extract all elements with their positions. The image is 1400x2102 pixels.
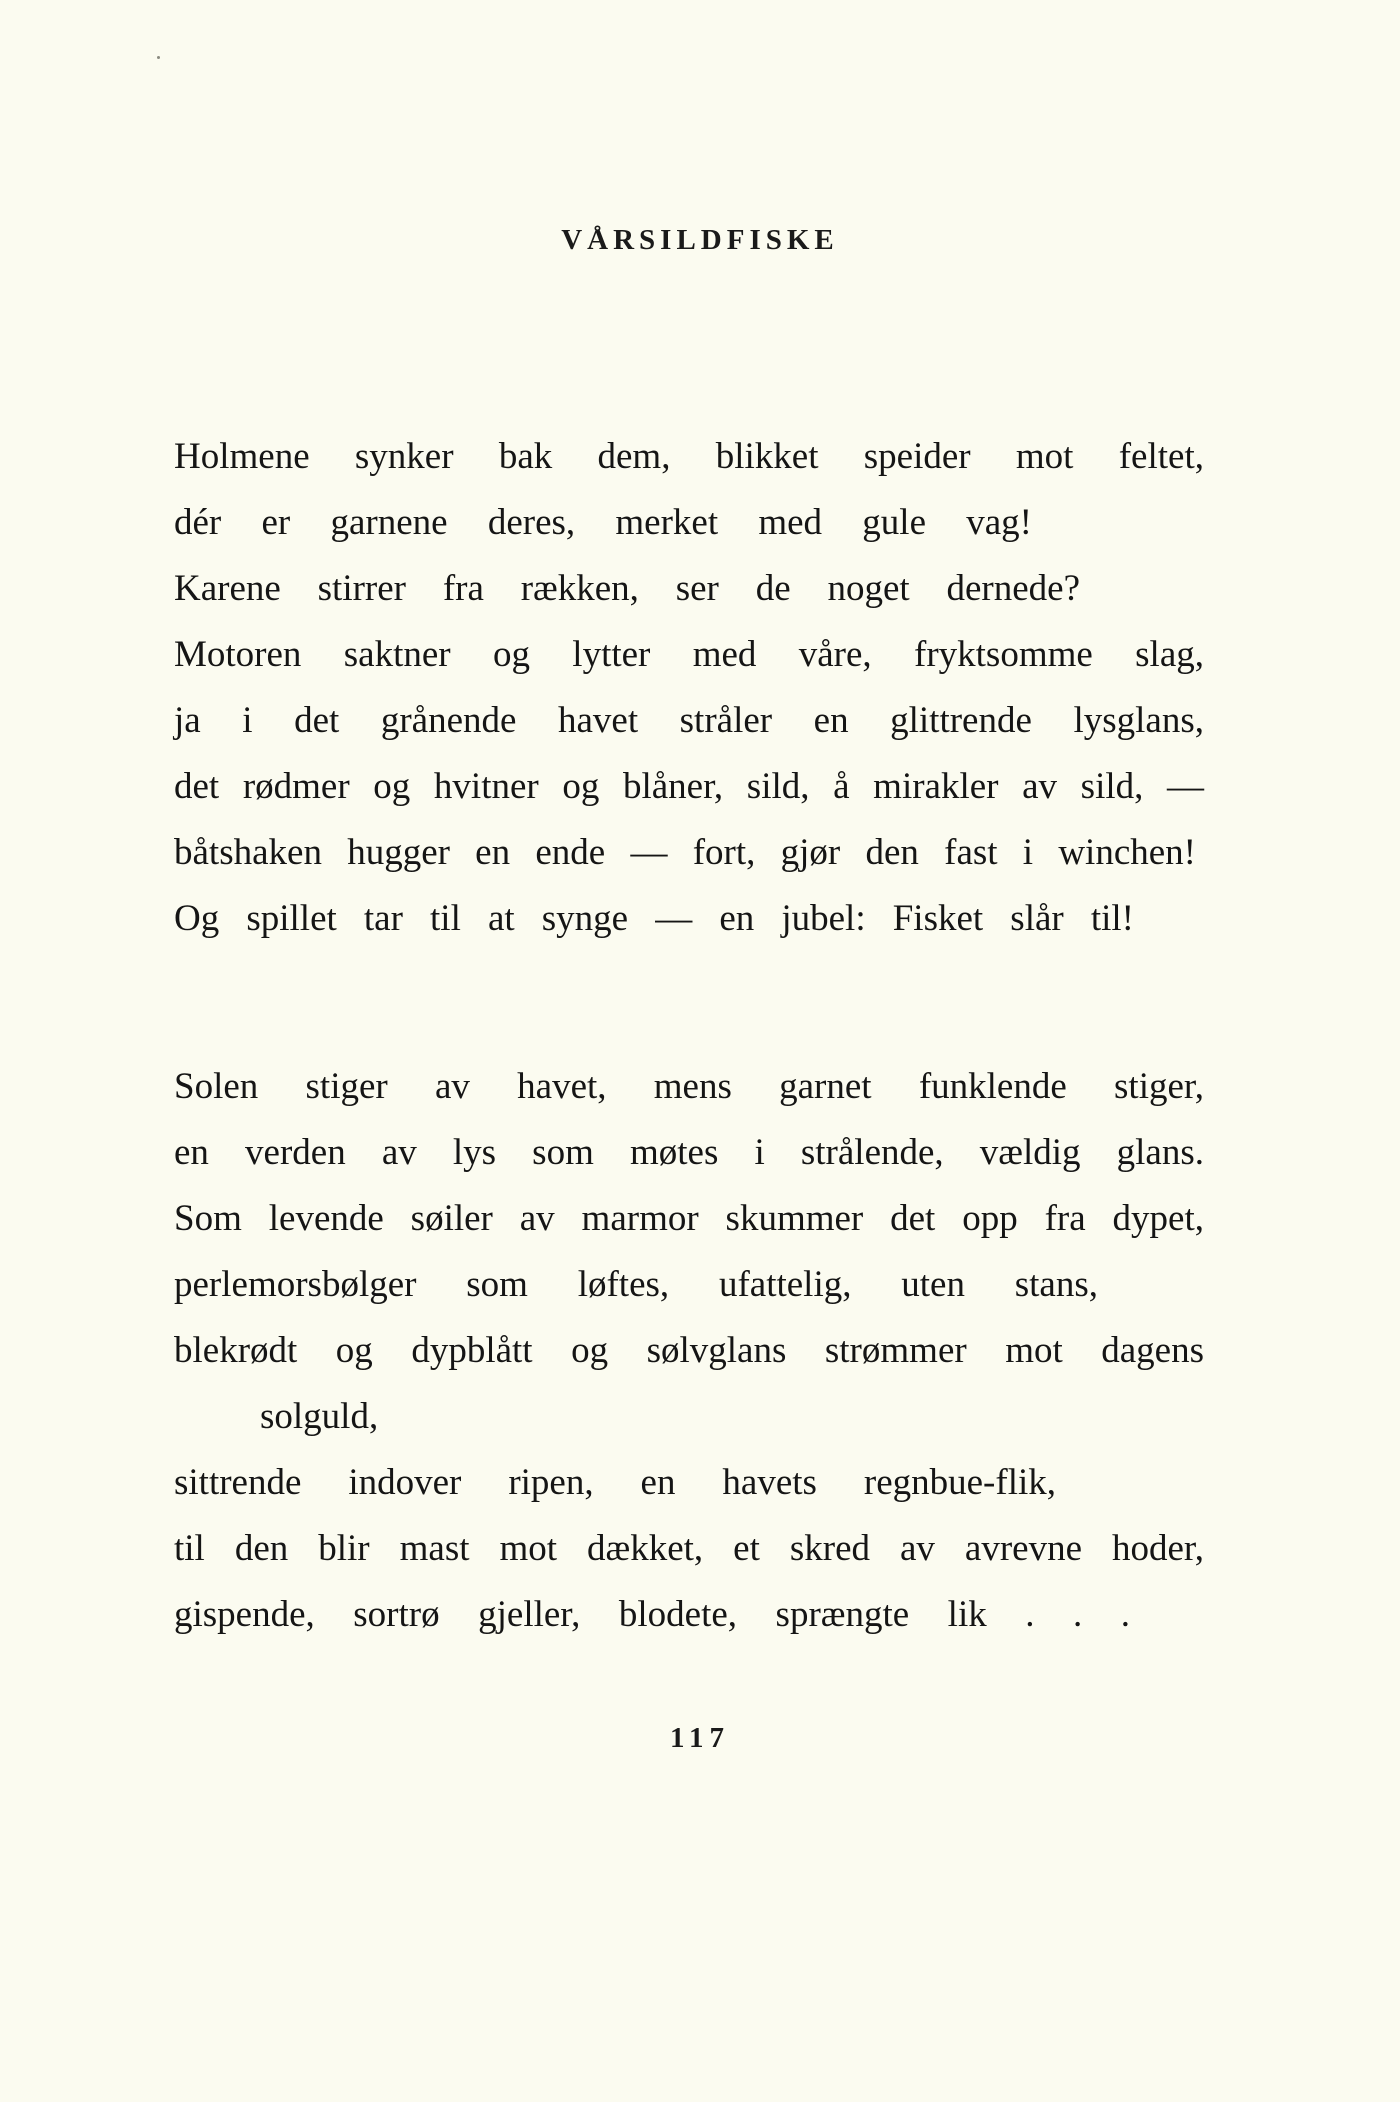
verse-line: perlemorsbølger som løftes, ufattelig, uten stans, — [174, 1264, 1098, 1305]
verse-line: Som levende søiler av marmor skummer det opp fra dypet, — [174, 1198, 1204, 1239]
poem-title: VÅRSILDFISKE — [561, 224, 839, 256]
verse-line: Solen stiger av havet, mens garnet funklende stiger, — [174, 1066, 1204, 1107]
verse-line: en verden av lys som møtes i strålende, vældig glans. — [174, 1132, 1204, 1173]
stanza-2 — [174, 1054, 1204, 1648]
verse-line-continuation: solguld, — [260, 1396, 379, 1437]
verse-line: til den blir mast mot dækket, et skred av avrevne hoder, — [174, 1528, 1204, 1569]
stanza-1 — [174, 424, 1204, 952]
verse-line: sittrende indover ripen, en havets regnbue-flik, — [174, 1462, 1056, 1503]
page-number: 117 — [670, 1722, 730, 1754]
paper-speck — [157, 56, 160, 59]
verse-line: blekrødt og dypblått og sølvglans strømmer mot dagens — [174, 1330, 1204, 1371]
verse-line: gispende, sortrø gjeller, blodete, sprængte lik . . . — [174, 1594, 1130, 1635]
verse-line: Og spillet tar til at synge — en jubel: Fisket slår til! — [174, 898, 1134, 939]
verse-line: dér er garnene deres, merket med gule vag! — [174, 502, 1032, 543]
verse-line: det rødmer og hvitner og blåner, sild, å mirakler av sild, — — [174, 766, 1204, 807]
verse-line: ja i det grånende havet stråler en glittrende lysglans, — [174, 700, 1204, 741]
verse-line: Motoren saktner og lytter med våre, fryktsomme slag, — [174, 634, 1204, 675]
verse-line: båtshaken hugger en ende — fort, gjør den fast i winchen! — [174, 832, 1196, 873]
verse-line: Karene stirrer fra rækken, ser de noget dernede? — [174, 568, 1080, 609]
verse-line: Holmene synker bak dem, blikket speider mot feltet, — [174, 436, 1204, 477]
